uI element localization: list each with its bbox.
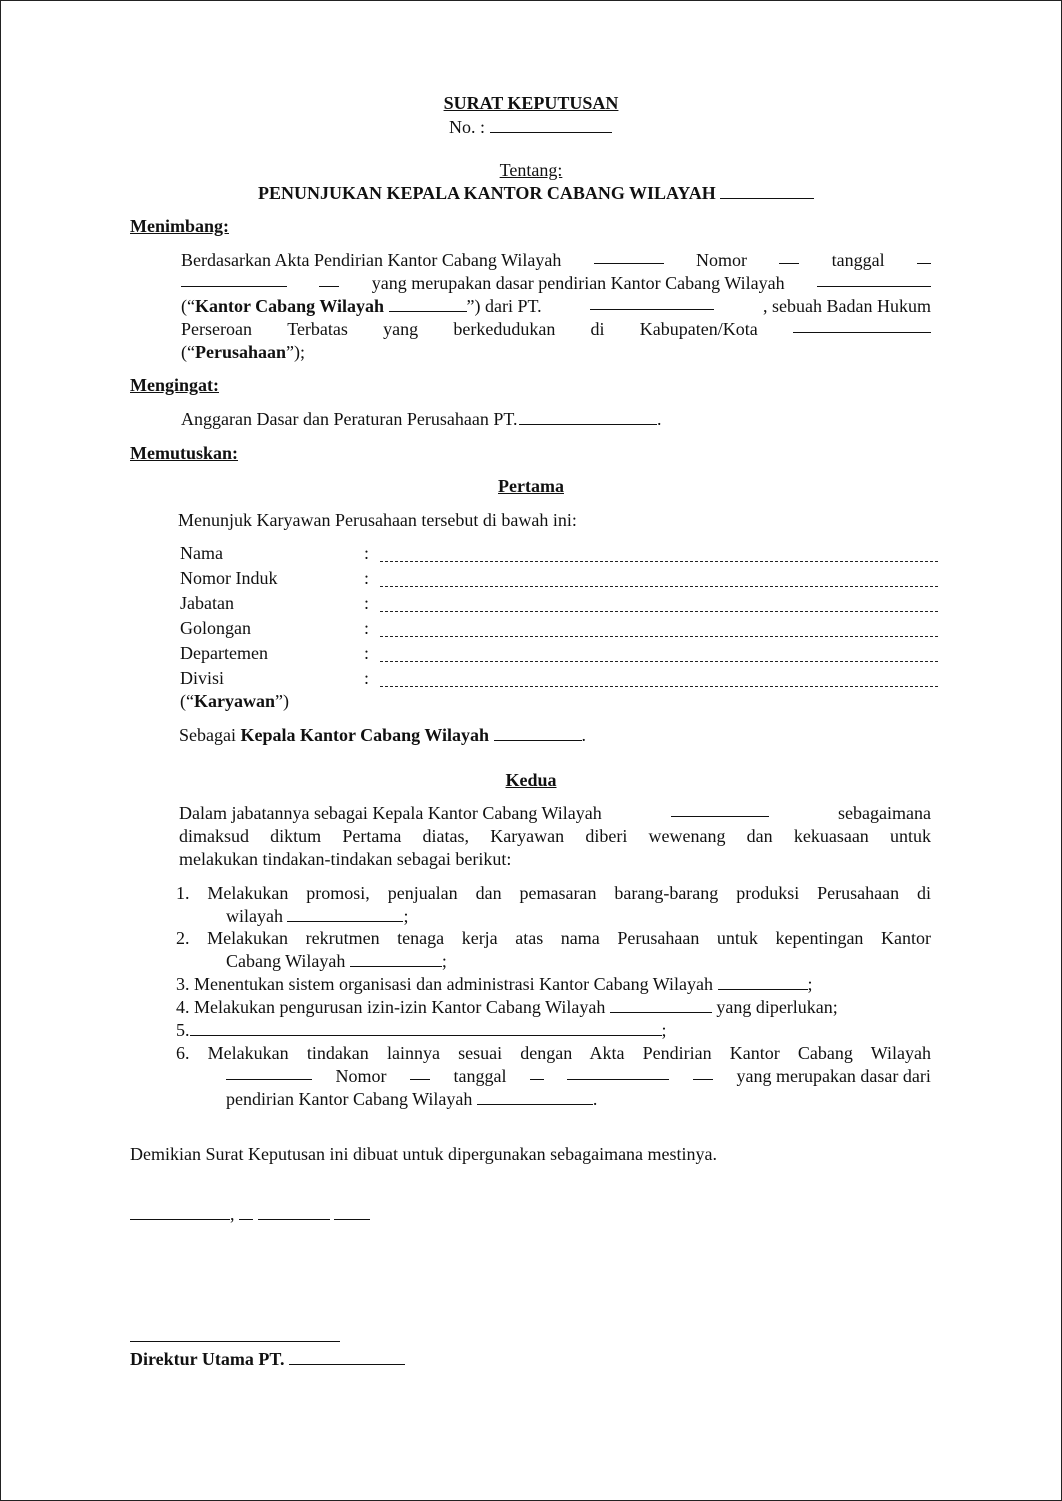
kedua-line-1: Dalam jabatannya sebagai Kepala Kantor Cabang Wilayah sebagaimana [179, 803, 931, 823]
place-date-line: , [130, 1203, 370, 1225]
menimbang-line-1 [181, 249, 931, 271]
subject-text: PENUNJUKAN KEPALA KANTOR CABANG WILAYAH [258, 183, 716, 203]
list-item-6-cont: Nomor tanggal yang merupakan dasar dari [226, 1065, 931, 1087]
blank [671, 802, 769, 817]
list-item-2: 2. Melakukan rekrutmen tenaga kerja atas nama Perusahaan untuk kepentingan Kantor [176, 928, 931, 948]
menimbang-text: yang merupakan dasar pendirian Kantor Cabang Wilayah [371, 273, 785, 293]
kedua-line-2: dimaksud diktum Pertama diatas, Karyawan diberi wewenang dan kekuasaan untuk [179, 826, 931, 846]
document-title: SURAT KEPUTUSAN [443, 93, 619, 113]
mengingat-heading: Mengingat: [130, 375, 219, 395]
kedua-heading: Kedua [505, 770, 557, 790]
field-label: Nama [180, 543, 223, 563]
mengingat-line: Anggaran Dasar dan Peraturan Perusahaan PT. . [181, 409, 662, 429]
menimbang-text: tanggal [831, 250, 885, 270]
menimbang-word: Kabupaten/Kota [639, 319, 758, 339]
field-dotted-line [380, 686, 938, 687]
field-dotted-line [380, 586, 938, 587]
menimbang-word: Terbatas [287, 319, 348, 339]
field-colon: : [364, 618, 370, 638]
subject-blank [720, 184, 814, 199]
field-label: Departemen [180, 643, 268, 663]
sebagai-line: Sebagai Kepala Kantor Cabang Wilayah . [179, 725, 587, 745]
field-colon: : [364, 593, 370, 613]
menimbang-line-4 [181, 318, 931, 340]
karyawan-line: (“Karyawan”) [180, 691, 289, 711]
list-item-2-cont: Cabang Wilayah ; [226, 951, 447, 971]
field-colon: : [364, 668, 370, 688]
field-colon: : [364, 543, 370, 563]
list-item-5: 5. ; [176, 1020, 667, 1040]
menimbang-text: Berdasarkan Akta Pendirian Kantor Cabang Wilayah [181, 250, 562, 270]
about-label: Tentang: [499, 160, 563, 180]
menimbang-line-5: (“Perusahaan”); [181, 342, 305, 362]
blank [494, 726, 582, 741]
blank [594, 249, 664, 264]
menimbang-text: Nomor [696, 250, 747, 270]
field-label: Divisi [180, 668, 225, 688]
field-dotted-line [380, 561, 938, 562]
list-item-4: 4. Melakukan pengurusan izin-izin Kantor Cabang Wilayah yang diperlukan; [176, 997, 838, 1017]
blank [917, 249, 931, 264]
subject-line [258, 182, 814, 204]
field-label: Golongan [180, 618, 251, 638]
number-line [449, 116, 612, 138]
signature-title-line: Direktur Utama PT. [130, 1348, 405, 1370]
menimbang-text: (“Kantor Cabang Wilayah ”) dari PT. [181, 296, 542, 316]
blank [779, 249, 799, 264]
blank [793, 318, 931, 333]
closing-text: Demikian Surat Keputusan ini dibuat untuk dipergunakan sebagaimana mestinya. [130, 1144, 718, 1164]
list-item-3: 3. Menentukan sistem organisasi dan administrasi Kantor Cabang Wilayah ; [176, 974, 813, 994]
list-item-6-cont-2: pendirian Kantor Cabang Wilayah . [226, 1089, 598, 1109]
list-item-6: 6. Melakukan tindakan lainnya sesuai dengan Akta Pendirian Kantor Cabang Wilayah [176, 1043, 931, 1063]
blank [181, 272, 287, 287]
field-label: Jabatan [180, 593, 234, 613]
menimbang-line-3 [181, 295, 931, 317]
field-colon: : [364, 568, 370, 588]
memutuskan-heading: Memutuskan: [130, 443, 239, 463]
field-colon: : [364, 643, 370, 663]
number-blank [490, 118, 612, 133]
field-label: Nomor Induk [180, 568, 278, 588]
signature-line [130, 1341, 340, 1342]
mengingat-text: Anggaran Dasar dan Peraturan Perusahaan PT. [181, 409, 518, 429]
blank [519, 410, 657, 425]
field-dotted-line [380, 661, 938, 662]
menimbang-text: , sebuah Badan Hukum [763, 296, 931, 316]
menimbang-line-2 [181, 272, 931, 294]
menimbang-word: yang [383, 319, 419, 339]
pertama-intro: Menunjuk Karyawan Perusahaan tersebut di bawah ini: [178, 510, 577, 530]
blank [319, 272, 339, 287]
field-dotted-line [380, 611, 938, 612]
menimbang-word: berkedudukan [453, 319, 556, 339]
menimbang-word: Perseroan [181, 319, 252, 339]
menimbang-heading: Menimbang: [130, 216, 229, 236]
list-item-1-cont: wilayah ; [226, 906, 409, 926]
field-dotted-line [380, 636, 938, 637]
kedua-line-3: melakukan tindakan-tindakan sebagai berikut: [179, 849, 512, 869]
number-label: No. : [449, 117, 485, 137]
menimbang-word: di [590, 319, 605, 339]
blank [817, 272, 931, 287]
blank [590, 295, 714, 310]
pertama-heading: Pertama [498, 476, 564, 496]
list-item-1: 1. Melakukan promosi, penjualan dan pemasaran barang-barang produksi Perusahaan di [176, 883, 931, 903]
